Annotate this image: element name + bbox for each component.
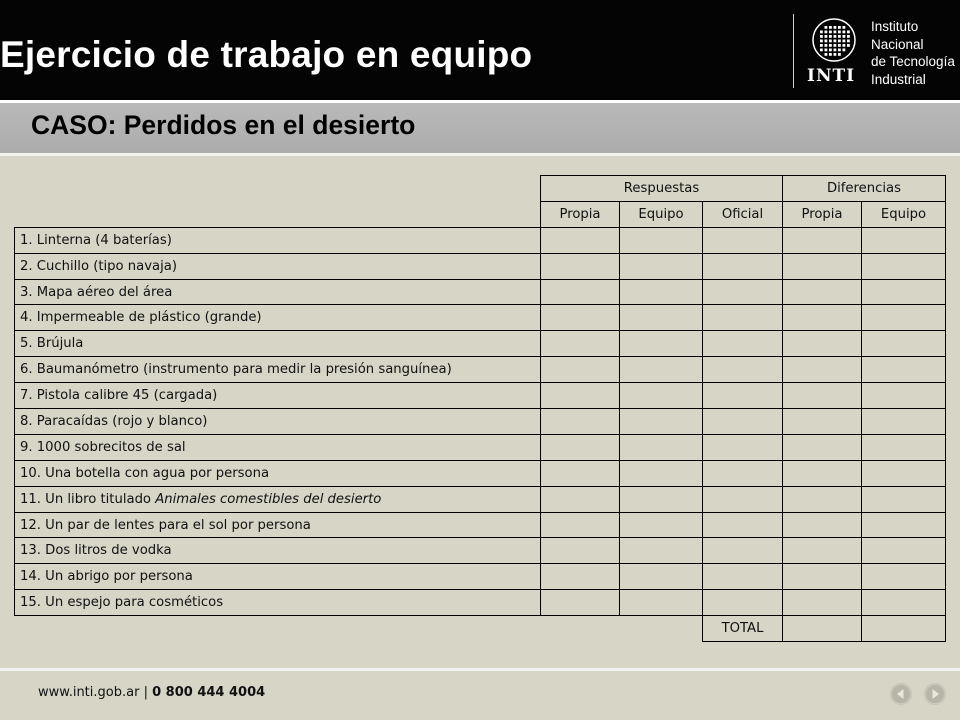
diff-equipo-cell[interactable]	[862, 538, 946, 564]
diff-equipo-cell[interactable]	[862, 227, 946, 253]
item-text: 8. Paracaídas (rojo y blanco)	[20, 413, 208, 429]
answer-oficial-cell[interactable]	[703, 331, 783, 357]
item-text: 9. 1000 sobrecitos de sal	[20, 439, 186, 455]
footer-url[interactable]: www.inti.gob.ar	[38, 685, 140, 700]
answer-equipo-cell[interactable]	[620, 460, 703, 486]
prev-arrow-icon	[890, 683, 912, 705]
diff-propia-cell[interactable]	[783, 305, 862, 331]
item-rows	[15, 227, 946, 615]
answer-equipo-cell[interactable]	[620, 227, 703, 253]
item-text: 2. Cuchillo (tipo navaja)	[20, 258, 178, 274]
answer-propia-cell[interactable]	[541, 279, 620, 305]
item-text: 4. Impermeable de plástico (grande)	[20, 310, 262, 326]
answer-equipo-cell[interactable]	[620, 305, 703, 331]
answer-equipo-cell[interactable]	[620, 538, 703, 564]
diff-propia-cell[interactable]	[783, 538, 862, 564]
diff-propia-cell[interactable]	[783, 383, 862, 409]
item-text: 3. Mapa aéreo del área	[20, 284, 173, 300]
item-text: 15. Un espejo para cosméticos	[20, 595, 224, 611]
diff-propia-cell[interactable]	[783, 590, 862, 616]
item-label	[15, 434, 541, 460]
table-row	[15, 590, 946, 616]
book-title: Animales comestibles del desierto	[155, 491, 382, 507]
logo-line: Industrial	[871, 71, 926, 87]
diff-equipo-cell[interactable]	[862, 331, 946, 357]
subheader-equipo: Equipo	[620, 201, 703, 227]
footer-phone: 0 800 444 4004	[152, 685, 266, 700]
answer-propia-cell[interactable]	[541, 305, 620, 331]
empty-cell	[620, 616, 703, 642]
total-diff-propia-cell[interactable]	[783, 616, 862, 642]
answer-propia-cell[interactable]	[541, 564, 620, 590]
answer-oficial-cell[interactable]	[703, 564, 783, 590]
answer-propia-cell[interactable]	[541, 227, 620, 253]
diff-equipo-cell[interactable]	[862, 279, 946, 305]
item-text: 10. Una botella con agua por persona	[20, 465, 270, 481]
table-row	[15, 331, 946, 357]
answer-propia-cell[interactable]	[541, 512, 620, 538]
next-slide-button[interactable]	[924, 683, 946, 705]
item-text: 5. Brújula	[20, 336, 84, 352]
empty-cell	[541, 616, 620, 642]
subheader-propia: Propia	[541, 201, 620, 227]
answer-propia-cell[interactable]	[541, 538, 620, 564]
item-label	[15, 357, 541, 383]
diff-propia-cell[interactable]	[783, 486, 862, 512]
prev-slide-button[interactable]	[890, 683, 912, 705]
inti-grid-logo-icon	[812, 18, 856, 62]
item-label	[15, 227, 541, 253]
table-row	[15, 460, 946, 486]
footer-contact	[38, 685, 265, 700]
logo-line: de Tecnología	[871, 54, 955, 69]
diff-propia-cell[interactable]	[783, 460, 862, 486]
answer-oficial-cell[interactable]	[703, 227, 783, 253]
logo-text	[871, 18, 955, 88]
table-row	[15, 486, 946, 512]
answer-equipo-cell[interactable]	[620, 253, 703, 279]
answer-oficial-cell[interactable]	[703, 279, 783, 305]
logo-divider	[793, 14, 794, 88]
total-label: TOTAL	[703, 616, 783, 642]
answer-oficial-cell[interactable]	[703, 383, 783, 409]
subheader-oficial: Oficial	[703, 201, 783, 227]
answer-propia-cell[interactable]	[541, 460, 620, 486]
diff-equipo-cell[interactable]	[862, 434, 946, 460]
subheader-diff-equipo: Equipo	[862, 201, 946, 227]
table-row	[15, 434, 946, 460]
diff-equipo-cell[interactable]	[862, 486, 946, 512]
logo-acronym: INTI	[807, 66, 856, 86]
diff-propia-cell[interactable]	[783, 253, 862, 279]
diff-propia-cell[interactable]	[783, 331, 862, 357]
empty-cell	[15, 616, 541, 642]
table-row	[15, 357, 946, 383]
header-diferencias: Diferencias	[783, 176, 946, 202]
table-row	[15, 512, 946, 538]
answer-oficial-cell[interactable]	[703, 434, 783, 460]
answer-equipo-cell[interactable]	[620, 409, 703, 435]
answer-oficial-cell[interactable]	[703, 590, 783, 616]
diff-propia-cell[interactable]	[783, 409, 862, 435]
next-arrow-icon	[924, 683, 946, 705]
table-subheader-row	[15, 201, 946, 227]
answer-equipo-cell[interactable]	[620, 590, 703, 616]
answer-equipo-cell[interactable]	[620, 357, 703, 383]
item-label	[15, 305, 541, 331]
item-label	[15, 409, 541, 435]
diff-equipo-cell[interactable]	[862, 460, 946, 486]
diff-propia-cell[interactable]	[783, 564, 862, 590]
item-text: 12. Un par de lentes para el sol por persona	[20, 517, 311, 533]
table-row	[15, 253, 946, 279]
answer-oficial-cell[interactable]	[703, 486, 783, 512]
diff-equipo-cell[interactable]	[862, 564, 946, 590]
answer-equipo-cell[interactable]	[620, 434, 703, 460]
diff-equipo-cell[interactable]	[862, 512, 946, 538]
diff-equipo-cell[interactable]	[862, 357, 946, 383]
answer-equipo-cell[interactable]	[620, 383, 703, 409]
logo-line: Nacional	[871, 36, 924, 52]
diff-equipo-cell[interactable]	[862, 409, 946, 435]
table-row	[15, 409, 946, 435]
diff-equipo-cell[interactable]	[862, 305, 946, 331]
item-label	[15, 590, 541, 616]
answer-propia-cell[interactable]	[541, 434, 620, 460]
item-label	[15, 331, 541, 357]
item-text: 1. Linterna (4 baterías)	[20, 232, 172, 248]
item-text: 7. Pistola calibre 45 (cargada)	[20, 388, 218, 404]
answer-oficial-cell[interactable]	[703, 460, 783, 486]
logo-line: Instituto	[871, 19, 919, 34]
table-header-row	[15, 176, 946, 202]
table-row	[15, 383, 946, 409]
answer-oficial-cell[interactable]	[703, 409, 783, 435]
empty-corner-cell	[15, 201, 541, 227]
answer-propia-cell[interactable]	[541, 253, 620, 279]
item-label	[15, 279, 541, 305]
answer-oficial-cell[interactable]	[703, 357, 783, 383]
header-respuestas: Respuestas	[541, 176, 783, 202]
item-label	[15, 538, 541, 564]
answer-propia-cell[interactable]	[541, 331, 620, 357]
total-diff-equipo-cell[interactable]	[862, 616, 946, 642]
answer-oficial-cell[interactable]	[703, 253, 783, 279]
answer-equipo-cell[interactable]	[620, 331, 703, 357]
table-row	[15, 305, 946, 331]
total-row	[15, 616, 946, 642]
subtitle-divider	[0, 153, 960, 156]
table-row	[15, 279, 946, 305]
answer-propia-cell[interactable]	[541, 357, 620, 383]
answer-propia-cell[interactable]	[541, 383, 620, 409]
table-row	[15, 227, 946, 253]
table-row	[15, 538, 946, 564]
item-label	[15, 564, 541, 590]
answer-propia-cell[interactable]	[541, 486, 620, 512]
answer-equipo-cell[interactable]	[620, 564, 703, 590]
item-label	[15, 460, 541, 486]
answer-oficial-cell[interactable]	[703, 512, 783, 538]
ranking-table	[14, 175, 946, 642]
item-text: 13. Dos litros de vodka	[20, 543, 172, 559]
answer-equipo-cell[interactable]	[620, 279, 703, 305]
item-label	[15, 512, 541, 538]
diff-propia-cell[interactable]	[783, 357, 862, 383]
subheader-diff-propia: Propia	[783, 201, 862, 227]
answer-oficial-cell[interactable]	[703, 538, 783, 564]
slide-title: Ejercicio de trabajo en equipo	[0, 34, 533, 75]
item-text: 14. Un abrigo por persona	[20, 569, 193, 585]
answer-oficial-cell[interactable]	[703, 305, 783, 331]
footer-separator: |	[139, 685, 153, 700]
answer-equipo-cell[interactable]	[620, 512, 703, 538]
item-label	[15, 383, 541, 409]
diff-propia-cell[interactable]	[783, 434, 862, 460]
item-text: 11. Un libro titulado	[20, 491, 156, 507]
item-label	[15, 486, 541, 512]
answer-propia-cell[interactable]	[541, 409, 620, 435]
case-title: CASO: Perdidos en el desierto	[31, 110, 416, 140]
diff-equipo-cell[interactable]	[862, 590, 946, 616]
diff-propia-cell[interactable]	[783, 227, 862, 253]
diff-propia-cell[interactable]	[783, 512, 862, 538]
item-label	[15, 253, 541, 279]
table-row	[15, 564, 946, 590]
diff-propia-cell[interactable]	[783, 279, 862, 305]
item-text: 6. Baumanómetro (instrumento para medir la presión sanguínea)	[20, 362, 452, 378]
empty-corner-cell	[15, 176, 541, 202]
diff-equipo-cell[interactable]	[862, 383, 946, 409]
diff-equipo-cell[interactable]	[862, 253, 946, 279]
answer-equipo-cell[interactable]	[620, 486, 703, 512]
answer-propia-cell[interactable]	[541, 590, 620, 616]
